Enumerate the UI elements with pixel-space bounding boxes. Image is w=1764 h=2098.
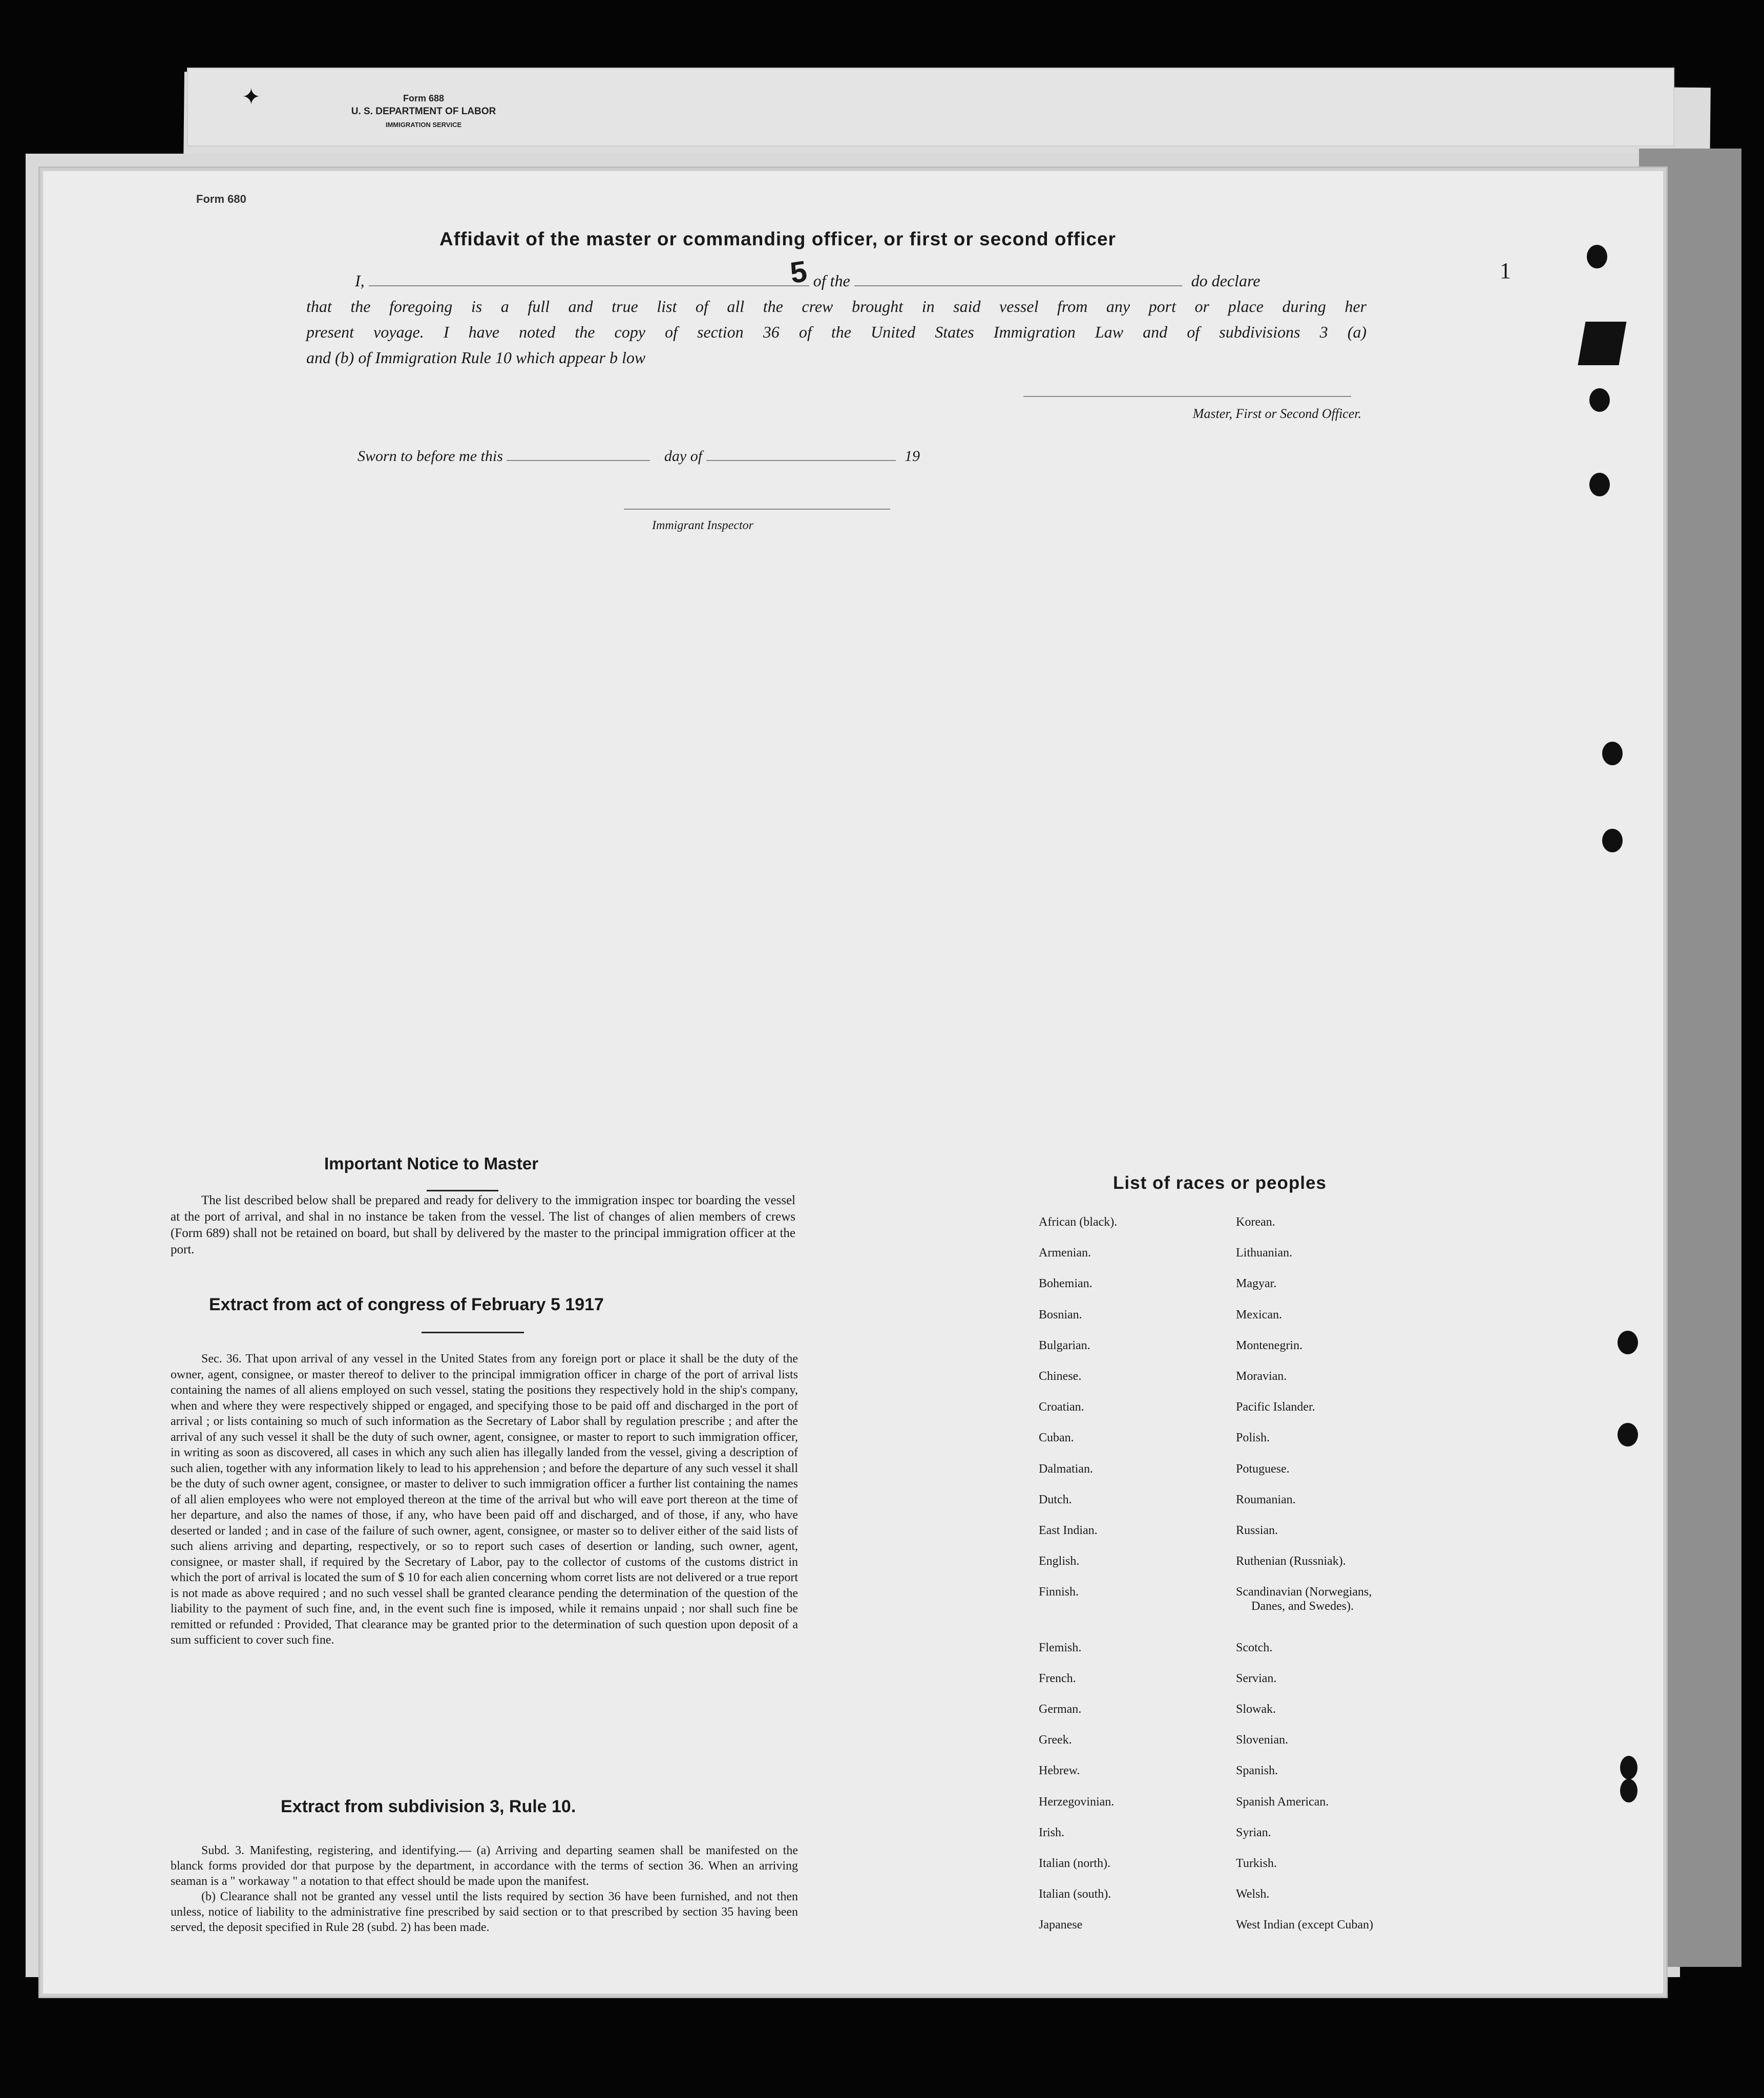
inspector-label: Immigrant Inspector <box>652 519 753 532</box>
race-item: Mexican. <box>1236 1308 1282 1321</box>
race-item: Slowak. <box>1236 1703 1276 1716</box>
race-item: Bulgarian. <box>1039 1338 1090 1352</box>
race-item: English. <box>1039 1555 1080 1568</box>
affidavit-body <box>306 268 1367 370</box>
sworn-day-blank <box>507 445 650 461</box>
binder-hole-icon <box>1602 742 1623 765</box>
binder-tab-icon <box>1578 322 1627 365</box>
section-36-body: Sec. 36. That upon arrival of any vessel in the United States from any foreign port or place it shall be the duty of the owner, agent, consignee, or master thereof to deliver to the principal immigration officer in charge of the port of arrival lists containing the names of all aliens employed on such vessel, stating the positions they respectively hold in the ship's company, when and where they were respectively shipped or engaged, and specifying those to be paid off and discharged in the port of arrival ; or lists containing so much of such information as the Secretary of Labor shall by regulation prescribe ; and after the arrival of any such vessel it shall be the duty of such owner, agent, consignee, or master to report to such immigration officer, in writing as soon as discovered, all cases in which any such alien has illegally landed from the vessel, giving a description of such alien, together with any information likely to lead to his apprehension ; and before the departure of any such vessel it shall be the duty of such owner agent, consignee, or master to deliver to such immigration officer a further list containing the names of all alien employees who were not employed thereon at the time of the arrival but who will eave port thereon at the time of her departure, and also the names of those, if any, who have been paid off and discharged, and of those, if any, who have deserted or landed ; and in case of the failure of such owner, agent, consignee, or master so to deliver either of the said lists of such aliens arriving and departing, respectively, or so to report such cases of desertion or landing, such owner, agent, consignee, or master shall, if required by the Secretary of Labor, pay to the collector of customs of the customs district in which the port of arrival is located the sum of $ 10 for each alien concerning whom corret lists are not delivered or a true report is not made as above required ; and no such vessel shall be granted clearance pending the determination of the question of the liability to the payment of such fine, and, in the event such fine is imposed, while it remains unpaid ; nor shall such fine be remitted or refunded : Provided, That clearance may be granted prior to the determination of such question upon deposit of a sum sufficient to cover such fine. <box>171 1352 798 1647</box>
form-number: Form 680 <box>196 193 246 205</box>
race-item: Welsh. <box>1236 1887 1270 1901</box>
form-page <box>38 166 1668 1998</box>
subdivision-3-body <box>171 1843 798 1935</box>
race-item: Croatian. <box>1039 1400 1084 1414</box>
binder-hole-icon <box>1589 388 1610 412</box>
race-item: Magyar. <box>1236 1277 1277 1291</box>
affidavit-title: Affidavit of the master or commanding officer, or first or second officer <box>439 228 1116 249</box>
race-item: Cuban. <box>1039 1431 1074 1445</box>
extract-rule-title: Extract from subdivision 3, Rule 10. <box>281 1797 576 1816</box>
subdivision-3-para-b: (b) Clearance shall not be granted any vessel until the lists required by section 36 have been furnished, and not then unless, notice of liability to the administrative fine prescribed by said section or to that prescribed by section 35 having been served, the deposit specified in Rule 28 (subd. 2) has been made. <box>171 1890 798 1934</box>
binder-hole-icon <box>1620 1779 1637 1802</box>
sworn-line: Sworn to before me this day of 19 <box>358 445 920 465</box>
race-item: Dalmatian. <box>1039 1462 1093 1476</box>
race-item: Italian (north). <box>1039 1857 1110 1870</box>
race-item: Syrian. <box>1236 1826 1271 1839</box>
subdivision-3-para-a: Subd. 3. Manifesting, registering, and identifying.— (a) Arriving and departing seamen shall be manifested on the blanck forms provided dor that purpose by the department, in accordance with the terms of section 36. When an arriving seaman is a " workaway " a notation to that effect should be made upon the manifest. <box>171 1844 798 1888</box>
attached-form-service: IMMIGRATION SERVICE <box>385 121 462 129</box>
race-item: Spanish. <box>1236 1764 1278 1778</box>
race-item: Flemish. <box>1039 1641 1082 1654</box>
attached-form-strip <box>187 68 1674 146</box>
race-item: Lithuanian. <box>1236 1246 1292 1260</box>
race-item: Spanish American. <box>1236 1795 1329 1809</box>
race-item: Korean. <box>1236 1215 1275 1229</box>
affidavit-line-3: present voyage. I have noted the copy of section 36 of the United States Immigration Law and of subdivisions 3 (a) <box>306 323 1367 341</box>
affidavit-line-1: I, of the do declare <box>306 268 1367 293</box>
attached-form-number: Form 688 <box>403 93 445 103</box>
race-item: Japanese <box>1039 1918 1083 1932</box>
notice-body: The list described below shall be prepared and ready for delivery to the immigration inspec tor boarding the vessel at the port of arrival, and shal in no instance be taken from the vessel. The list of changes of alien members of crews (Form 689) shall not be retained on board, but shall by delivered by the master to the principal immigration officer at the port. <box>171 1193 795 1256</box>
race-item: Montenegrin. <box>1236 1338 1303 1352</box>
race-item: Finnish. <box>1039 1585 1079 1599</box>
race-item: Russian. <box>1236 1524 1278 1537</box>
race-item: Ruthenian (Russniak). <box>1236 1555 1346 1568</box>
binder-hole-icon <box>1587 245 1607 268</box>
vessel-blank <box>854 270 1182 286</box>
race-item: West Indian (except Cuban) <box>1236 1918 1373 1932</box>
affidavit-line-2: that the foregoing is a full and true list of all the crew brought in said vessel from any port or place during her <box>306 297 1367 316</box>
race-item: Turkish. <box>1236 1857 1277 1870</box>
races-title: List of races or peoples <box>1113 1173 1327 1193</box>
attached-form-header <box>290 92 557 132</box>
notice-title-rule <box>427 1190 498 1191</box>
extract-act-title: Extract from act of congress of February 5 1917 <box>209 1295 604 1314</box>
sworn-month-blank <box>706 445 896 461</box>
signature-label: Master, First or Second Officer. <box>1192 406 1361 421</box>
notice-title: Important Notice to Master <box>324 1154 539 1173</box>
signature-line <box>1023 396 1351 397</box>
race-item: French. <box>1039 1671 1076 1685</box>
name-blank <box>369 270 809 286</box>
race-item: Dutch. <box>1039 1493 1072 1506</box>
race-item: East Indian. <box>1039 1524 1098 1537</box>
inspector-signature-line <box>624 509 890 510</box>
race-item: Slovenian. <box>1236 1733 1288 1747</box>
binder-hole-icon <box>1618 1331 1638 1354</box>
binder-hole-icon <box>1620 1756 1637 1779</box>
binder-hole-icon <box>1589 473 1610 496</box>
race-item: Roumanian. <box>1236 1493 1296 1506</box>
race-item: Pacific Islander. <box>1236 1400 1315 1414</box>
race-item: Bohemian. <box>1039 1277 1093 1291</box>
affidavit-line-4: and (b) of Immigration Rule 10 which appear b low <box>306 348 646 367</box>
pin-mark-icon: ✦ <box>242 84 261 110</box>
binder-hole-icon <box>1618 1423 1638 1446</box>
race-item: Servian. <box>1236 1671 1277 1685</box>
race-item: Greek. <box>1039 1733 1072 1747</box>
race-item: African (black). <box>1039 1215 1118 1229</box>
binder-hole-icon <box>1602 829 1623 852</box>
corner-mark: 1 <box>1500 258 1511 283</box>
race-item: Scotch. <box>1236 1641 1273 1654</box>
race-item: Potuguese. <box>1236 1462 1290 1476</box>
race-item: Herzegovinian. <box>1039 1795 1115 1809</box>
attached-form-department: U. S. DEPARTMENT OF LABOR <box>351 106 496 117</box>
race-item: Moravian. <box>1236 1370 1287 1383</box>
race-item: Italian (south). <box>1039 1887 1111 1901</box>
race-item: Chinese. <box>1039 1370 1082 1383</box>
extract-act-title-rule <box>422 1332 524 1333</box>
race-item: Polish. <box>1236 1431 1270 1445</box>
race-item: Scandinavian (Norwegians, <box>1236 1585 1372 1599</box>
race-item: Irish. <box>1039 1826 1064 1839</box>
race-item: Danes, and Swedes). <box>1251 1600 1354 1613</box>
race-item: German. <box>1039 1703 1082 1716</box>
race-item: Hebrew. <box>1039 1764 1080 1778</box>
race-item: Bosnian. <box>1039 1308 1082 1321</box>
race-item: Armenian. <box>1039 1246 1091 1260</box>
pencil-mark: 5 <box>788 255 809 290</box>
